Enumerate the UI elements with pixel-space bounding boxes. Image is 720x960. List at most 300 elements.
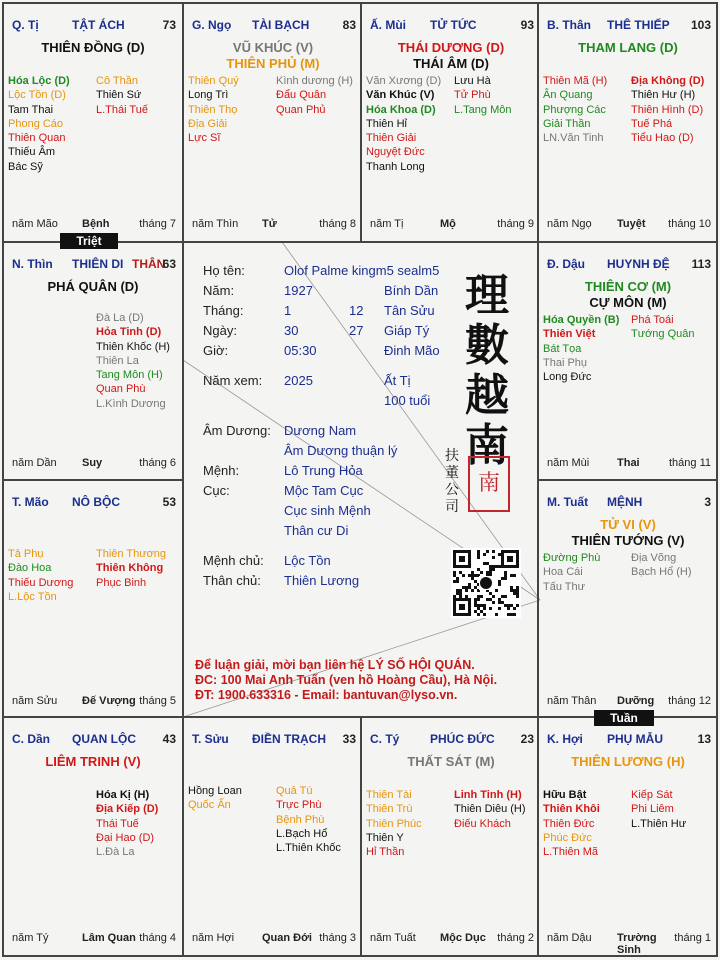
palace-mao[interactable] <box>4 481 182 719</box>
minor-star: Thiên Hình (D) <box>631 103 704 116</box>
minor-stars-left <box>543 74 607 145</box>
minor-star: Quốc Ấn <box>188 799 231 812</box>
palace-age: 23 <box>520 732 534 746</box>
palace-footer <box>547 457 711 471</box>
minor-star: L.Kình Dương <box>96 397 166 410</box>
minor-star: L.Thiên Khốc <box>276 842 341 855</box>
view-age: 100 tuổi <box>384 393 431 408</box>
palace-year: năm Dậu <box>547 932 592 944</box>
major-star: THIÊN PHỦ (M) <box>226 56 320 71</box>
view-year: 2025 <box>284 373 313 388</box>
triet-tag: Triệt <box>60 233 118 249</box>
year-lunar: Bính Dần <box>384 283 439 298</box>
minor-star: Thiên Trù <box>366 803 413 816</box>
minor-star: L.Tang Môn <box>454 103 512 116</box>
palace-month: tháng 7 <box>139 218 176 230</box>
minor-star: Thiên La <box>96 354 139 367</box>
palace-footer <box>12 932 176 946</box>
palace-branch: K. Hợi <box>547 732 583 746</box>
palace-age: 83 <box>342 18 356 32</box>
minor-star: LN.Văn Tinh <box>543 132 604 145</box>
palace-branch: Q. Tị <box>12 18 39 32</box>
palace-month: tháng 10 <box>668 218 711 230</box>
palace-header <box>547 732 711 748</box>
minor-star: Tử Phù <box>454 89 491 102</box>
minor-star: Hóa Kị (H) <box>96 789 150 801</box>
name-value: Olof Palme kingm5 sealm5 <box>284 263 440 278</box>
menh-value: Lô Trung Hỏa <box>284 463 363 478</box>
sub-glyph: 扶 <box>445 448 459 464</box>
thanchu-value: Thiên Lương <box>284 573 360 588</box>
palace-name: TỬ TỨC <box>430 18 477 32</box>
palace-branch: B. Thân <box>547 18 591 32</box>
minor-star: Đại Hao (D) <box>96 831 155 844</box>
thanchu-label: Thân chủ: <box>203 573 261 588</box>
palace-branch: G. Ngọ <box>192 18 232 32</box>
minor-star: Quả Tú <box>276 785 313 797</box>
hour-value: 05:30 <box>284 343 317 358</box>
palace-stage: Trường Sinh <box>617 932 657 956</box>
minor-star: Tuế Phá <box>631 117 673 130</box>
palace-branch: T. Mão <box>12 495 49 509</box>
palace-header <box>547 257 711 273</box>
minor-star: Thiên Đức <box>543 817 595 830</box>
sub-glyph: 司 <box>445 499 459 515</box>
view-label: Năm xem: <box>203 373 263 388</box>
palace-header <box>370 18 534 34</box>
minor-star: Quan Phù <box>96 383 146 396</box>
palace-footer <box>547 932 711 956</box>
minor-star: Thiên Quý <box>188 75 239 87</box>
minor-star: Tấu Thư <box>543 580 586 593</box>
palace-ti[interactable] <box>4 4 182 242</box>
minor-star: Hữu Bật <box>543 789 587 801</box>
minor-star: Thiên Diêu (H) <box>454 803 526 816</box>
minor-star: Linh Tinh (H) <box>454 789 522 801</box>
palace-footer <box>12 218 176 232</box>
palace-name: PHÚC ĐỨC <box>430 732 495 746</box>
name-row <box>203 261 440 281</box>
palace-year: năm Sửu <box>12 695 58 707</box>
minor-stars-left <box>188 74 239 145</box>
month-lunar: Tân Sửu <box>384 303 435 318</box>
sub-glyph: 董 <box>445 465 459 481</box>
palace-month: tháng 1 <box>674 932 711 944</box>
palace-stage: Tuyệt <box>617 218 646 230</box>
year-label: Năm: <box>203 283 235 298</box>
minor-stars-right <box>96 311 170 411</box>
major-star: THÁI DƯƠNG (D) <box>397 40 505 55</box>
day-lunar: Giáp Tý <box>384 323 430 338</box>
minor-star: Kiếp Sát <box>631 789 673 801</box>
minor-stars-left <box>8 74 70 174</box>
palace-stage: Tử <box>262 218 277 230</box>
callig-char <box>465 271 509 471</box>
palace-branch: M. Tuất <box>547 495 589 509</box>
minor-star: Thiên Sứ <box>96 89 142 102</box>
minor-star: Lực Sĩ <box>188 132 221 145</box>
palace-age: 103 <box>690 18 711 32</box>
palace-footer <box>12 695 176 709</box>
menhchu-row <box>203 551 463 571</box>
minor-star: Hồng Loan <box>188 785 242 797</box>
palace-stage: Đế Vượng <box>82 695 136 707</box>
minor-star: Long Trì <box>188 89 229 102</box>
minor-star: Trực Phù <box>276 799 322 812</box>
minor-star: L.Thiên Mã <box>543 846 599 859</box>
palace-year: năm Ngọ <box>547 218 592 230</box>
cuc-label: Cục: <box>203 483 230 498</box>
minor-stars-right <box>631 788 686 831</box>
minor-stars-left <box>188 784 242 813</box>
minor-star: Bệnh Phù <box>276 813 325 826</box>
view-can: Ất Tị <box>384 373 411 388</box>
minor-star: Lộc Tồn (D) <box>8 89 66 102</box>
minor-stars-right <box>631 313 695 342</box>
palace-age: 113 <box>691 257 711 271</box>
calligraphy-logo <box>465 271 509 471</box>
palace-footer <box>547 218 711 232</box>
palace-year: năm Tuất <box>370 932 416 944</box>
palace-name: NÔ BỘC <box>72 495 120 509</box>
minor-star: Thiên Thọ <box>188 103 238 116</box>
major-star: VŨ KHÚC (V) <box>232 40 314 55</box>
callig-glyph: 南 <box>465 420 509 471</box>
minor-star: Hóa Lộc (D) <box>8 75 70 87</box>
minor-star: Bạch Hổ (H) <box>631 566 692 579</box>
minor-star: Phượng Các <box>543 103 606 116</box>
minor-star: L.Thiên Hư <box>631 817 687 830</box>
major-star: THIÊN TƯỚNG (V) <box>571 533 685 548</box>
minor-star: Ân Quang <box>543 89 593 102</box>
palace-name: QUAN LỘC <box>72 732 136 746</box>
major-star: CỰ MÔN (M) <box>589 295 667 310</box>
palace-ngo[interactable] <box>184 4 362 242</box>
palace-header <box>370 732 534 748</box>
minor-star: Thiên Quan <box>8 132 66 145</box>
month-lunar-num: 12 <box>349 303 364 318</box>
major-star: LIÊM TRINH (V) <box>45 754 141 769</box>
palace-branch: N. Thìn <box>12 257 53 271</box>
palace-header <box>12 257 176 273</box>
palace-month: tháng 8 <box>319 218 356 230</box>
palace-name: HUYNH ĐỆ <box>607 257 670 271</box>
palace-name: THÊ THIẾP <box>607 18 670 32</box>
palace-tuat[interactable] <box>539 481 717 719</box>
palace-year: năm Thìn <box>192 218 239 230</box>
palace-dan[interactable] <box>4 718 182 956</box>
minor-stars-right <box>96 547 166 590</box>
minor-star: L.Bạch Hổ <box>276 827 328 840</box>
palace-month: tháng 9 <box>497 218 534 230</box>
palace-month: tháng 3 <box>319 932 356 944</box>
palace-stage: Lâm Quan <box>82 932 136 944</box>
company-seal-text <box>445 448 463 516</box>
palace-dau[interactable] <box>539 243 717 481</box>
palace-age: 63 <box>162 257 176 271</box>
sub-glyph: 公 <box>445 482 459 498</box>
minor-star: Phục Binh <box>96 576 147 589</box>
minor-star: Thiên Giải <box>366 132 417 145</box>
amduong-row <box>203 421 463 441</box>
minor-star: Địa Giải <box>188 117 228 130</box>
minor-stars-left <box>543 551 600 594</box>
palace-age: 13 <box>697 732 711 746</box>
palace-stage: Suy <box>82 457 103 469</box>
palace-age: 73 <box>162 18 176 32</box>
month-row <box>203 301 463 321</box>
palace-year: năm Dần <box>12 457 57 469</box>
minor-star: Phá Toái <box>631 314 674 326</box>
minor-stars-right <box>276 784 341 855</box>
minor-star: Kình dương (H) <box>276 75 353 87</box>
palace-stage: Quan Đới <box>262 932 312 944</box>
major-star: THẤT SÁT (M) <box>407 754 495 769</box>
minor-star: Bát Tọa <box>543 342 582 355</box>
minor-star: Thiên Khôi <box>543 803 600 816</box>
major-star: THIÊN CƠ (M) <box>584 279 672 294</box>
minor-stars-left <box>543 313 619 384</box>
than-marker: THÂN <box>132 257 166 271</box>
minor-star: Cô Thần <box>96 75 138 87</box>
menh-label: Mệnh: <box>203 463 240 478</box>
minor-star: Thiên Không <box>96 562 164 575</box>
minor-star: Đẩu Quân <box>276 89 327 102</box>
minor-stars-right <box>96 74 148 117</box>
minor-star: Long Đức <box>543 371 592 384</box>
palace-month: tháng 12 <box>668 695 711 707</box>
minor-star: Hóa Quyền (B) <box>543 314 620 326</box>
hour-lunar: Đinh Mão <box>384 343 440 358</box>
menh-row <box>203 461 463 481</box>
hour-label: Giờ: <box>203 343 229 358</box>
day-solar: 30 <box>284 323 299 338</box>
minor-star: Quan Phủ <box>276 103 326 116</box>
palace-year: năm Mão <box>12 218 58 230</box>
palace-stage: Mộ <box>440 218 456 230</box>
minor-stars-right <box>454 74 511 117</box>
minor-star: Thai Phụ <box>543 356 588 369</box>
palace-month: tháng 4 <box>139 932 176 944</box>
palace-month: tháng 11 <box>668 457 711 469</box>
palace-month: tháng 2 <box>497 932 534 944</box>
minor-star: Thiếu Dương <box>8 576 74 589</box>
minor-star: Tiểu Hao (D) <box>631 132 694 145</box>
palace-footer <box>370 932 534 946</box>
palace-footer <box>547 695 711 709</box>
palace-age: 3 <box>704 495 711 509</box>
palace-branch: T. Sửu <box>192 732 229 746</box>
amduong-label: Âm Dương: <box>203 423 271 438</box>
minor-stars-left <box>8 547 73 604</box>
view-row <box>203 371 463 391</box>
qr-code-icon <box>451 548 521 618</box>
palace-header <box>547 495 711 511</box>
palace-name: PHỤ MẪU <box>607 732 663 746</box>
minor-star: Đà La (D) <box>96 312 144 324</box>
palace-hoi[interactable] <box>539 718 717 956</box>
minor-star: Bác Sỹ <box>8 160 43 173</box>
minor-star: Thiên Hỉ <box>366 117 407 130</box>
minor-star: Phi Liêm <box>631 803 674 816</box>
minor-star: Thiên Việt <box>543 328 596 341</box>
palace-year: năm Tị <box>370 218 404 230</box>
minor-star: Nguyệt Đức <box>366 146 425 159</box>
callig-glyph: 數 <box>465 320 509 371</box>
palace-stage: Mộc Dục <box>440 932 486 944</box>
minor-stars-right <box>631 551 692 580</box>
palace-year: năm Tý <box>12 932 49 944</box>
minor-star: Thiên Mã (H) <box>543 75 608 87</box>
minor-star: Lưu Hà <box>454 75 491 87</box>
callig-glyph: 越 <box>465 370 509 421</box>
minor-star: Thiên Khốc (H) <box>96 340 170 353</box>
major-star: THAM LANG (D) <box>578 40 678 55</box>
palace-year: năm Mùi <box>547 457 590 469</box>
cuc-row-3 <box>284 521 348 541</box>
day-lunar-num: 27 <box>349 323 364 338</box>
month-label: Tháng: <box>203 303 244 318</box>
minor-stars-right <box>96 788 158 859</box>
tuan-tag: Tuần <box>594 710 654 726</box>
year-solar: 1927 <box>284 283 313 298</box>
minor-star: Tả Phụ <box>8 548 44 560</box>
minor-star: Địa Kiếp (D) <box>96 803 159 816</box>
palace-mui[interactable] <box>362 4 540 242</box>
palace-month: tháng 5 <box>139 695 176 707</box>
minor-star: Thiên Thương <box>96 548 167 560</box>
minor-star: Điếu Khách <box>454 817 511 830</box>
palace-footer <box>192 932 356 946</box>
palace-thin[interactable] <box>4 243 182 481</box>
palace-branch: C. Dần <box>12 732 51 746</box>
cuc-row-2 <box>284 501 371 521</box>
minor-star: Thiên Hư (H) <box>631 89 696 102</box>
minor-star: L.Lộc Tồn <box>8 590 57 603</box>
minor-star: Thiếu Âm <box>8 146 56 159</box>
palace-branch: Ấ. Mùi <box>370 18 406 32</box>
menhchu-label: Mệnh chủ: <box>203 553 264 568</box>
qr-code[interactable] <box>451 548 521 618</box>
minor-star: Địa Võng <box>631 552 677 564</box>
minor-stars-left <box>366 788 422 859</box>
minor-star: Thiên Phúc <box>366 817 422 830</box>
palace-suu[interactable] <box>184 718 362 956</box>
minor-stars-right <box>454 788 526 831</box>
major-star: TỬ VI (V) <box>600 517 656 532</box>
minor-star: Thiên Y <box>366 831 404 844</box>
day-row <box>203 321 463 341</box>
major-star: THIÊN LƯƠNG (H) <box>571 754 685 769</box>
minor-star: Phúc Đức <box>543 831 592 844</box>
major-star: THÁI ÂM (D) <box>413 56 489 71</box>
thanchu-row <box>203 571 463 591</box>
month-solar: 1 <box>284 303 292 318</box>
palace-footer <box>370 218 534 232</box>
contact-line-3: ĐT: 1900.633316 - Email: bantuvan@lyso.vn. <box>195 688 458 702</box>
minor-stars-left <box>366 74 441 174</box>
minor-star: Đường Phù <box>543 552 601 564</box>
palace-stage: Thai <box>617 457 640 469</box>
minor-star: Hỉ Thần <box>366 846 405 859</box>
minor-star: Tang Môn (H) <box>96 369 163 382</box>
info-panel <box>183 243 537 717</box>
amduong-row-2 <box>284 441 397 461</box>
palace-header <box>12 495 176 511</box>
minor-star: L.Thái Tuế <box>96 103 148 116</box>
minor-star: Đào Hoa <box>8 562 52 575</box>
palace-name: TẬT ÁCH <box>72 18 125 32</box>
cuc-1: Mộc Tam Cục <box>284 483 364 498</box>
palace-header <box>12 18 176 34</box>
cuc-3: Thân cư Di <box>284 523 349 538</box>
palace-name: THIÊN DI <box>72 257 124 271</box>
minor-star: Văn Khúc (V) <box>366 89 435 102</box>
palace-name: MỆNH <box>607 495 643 509</box>
minor-star: Văn Xương (D) <box>366 75 442 87</box>
contact-line-1: Để luận giải, mời bạn liên hệ LÝ SỐ HỘI QUÁN. <box>195 658 475 672</box>
major-star: PHÁ QUÂN (D) <box>47 279 139 294</box>
palace-month: tháng 6 <box>139 457 176 469</box>
minor-star: Thái Tuế <box>96 817 139 830</box>
palace-header <box>192 732 356 748</box>
minor-star: Hỏa Tinh (D) <box>96 326 162 339</box>
name-label: Họ tên: <box>203 263 245 278</box>
minor-star: Giải Thần <box>543 117 591 130</box>
palace-name: ĐIỀN TRẠCH <box>252 732 326 746</box>
palace-branch: C. Tý <box>370 732 400 746</box>
minor-star: Phong Cáo <box>8 117 64 130</box>
menhchu-value: Lộc Tồn <box>284 553 331 568</box>
minor-star: L.Đà La <box>96 846 135 859</box>
day-label: Ngày: <box>203 323 237 338</box>
minor-stars-right <box>276 74 353 117</box>
minor-star: Tam Thai <box>8 103 54 116</box>
palace-header <box>12 732 176 748</box>
minor-stars-right <box>631 74 704 145</box>
palace-footer <box>12 457 176 471</box>
palace-footer <box>192 218 356 232</box>
palace-ty[interactable] <box>362 718 540 956</box>
palace-name: TÀI BẠCH <box>252 18 310 32</box>
contact-block <box>195 658 497 703</box>
major-star: THIÊN ĐỒNG (D) <box>41 40 145 55</box>
minor-star: Tướng Quân <box>631 328 695 341</box>
view-age-row <box>384 391 430 411</box>
palace-age: 93 <box>520 18 534 32</box>
palace-branch: Đ. Dậu <box>547 257 586 271</box>
palace-header <box>192 18 356 34</box>
minor-star: Thiên Tài <box>366 789 412 801</box>
minor-star: Hóa Khoa (D) <box>366 103 436 116</box>
palace-age: 43 <box>162 732 176 746</box>
minor-star: Địa Không (D) <box>631 75 705 87</box>
minor-star: Thanh Long <box>366 160 425 173</box>
palace-stage: Dưỡng <box>617 695 655 707</box>
minor-stars-left <box>543 788 600 859</box>
year-row <box>203 281 463 301</box>
cuc-row <box>203 481 463 501</box>
minor-star: Hoa Cái <box>543 566 583 579</box>
red-seal: 南 <box>468 456 510 512</box>
palace-year: năm Hợi <box>192 932 235 944</box>
hour-row <box>203 341 463 361</box>
cuc-2: Cục sinh Mệnh <box>284 503 371 518</box>
amduong-1: Dương Nam <box>284 423 357 438</box>
amduong-2: Âm Dương thuận lý <box>284 443 398 458</box>
palace-header <box>547 18 711 34</box>
palace-than[interactable] <box>539 4 717 242</box>
